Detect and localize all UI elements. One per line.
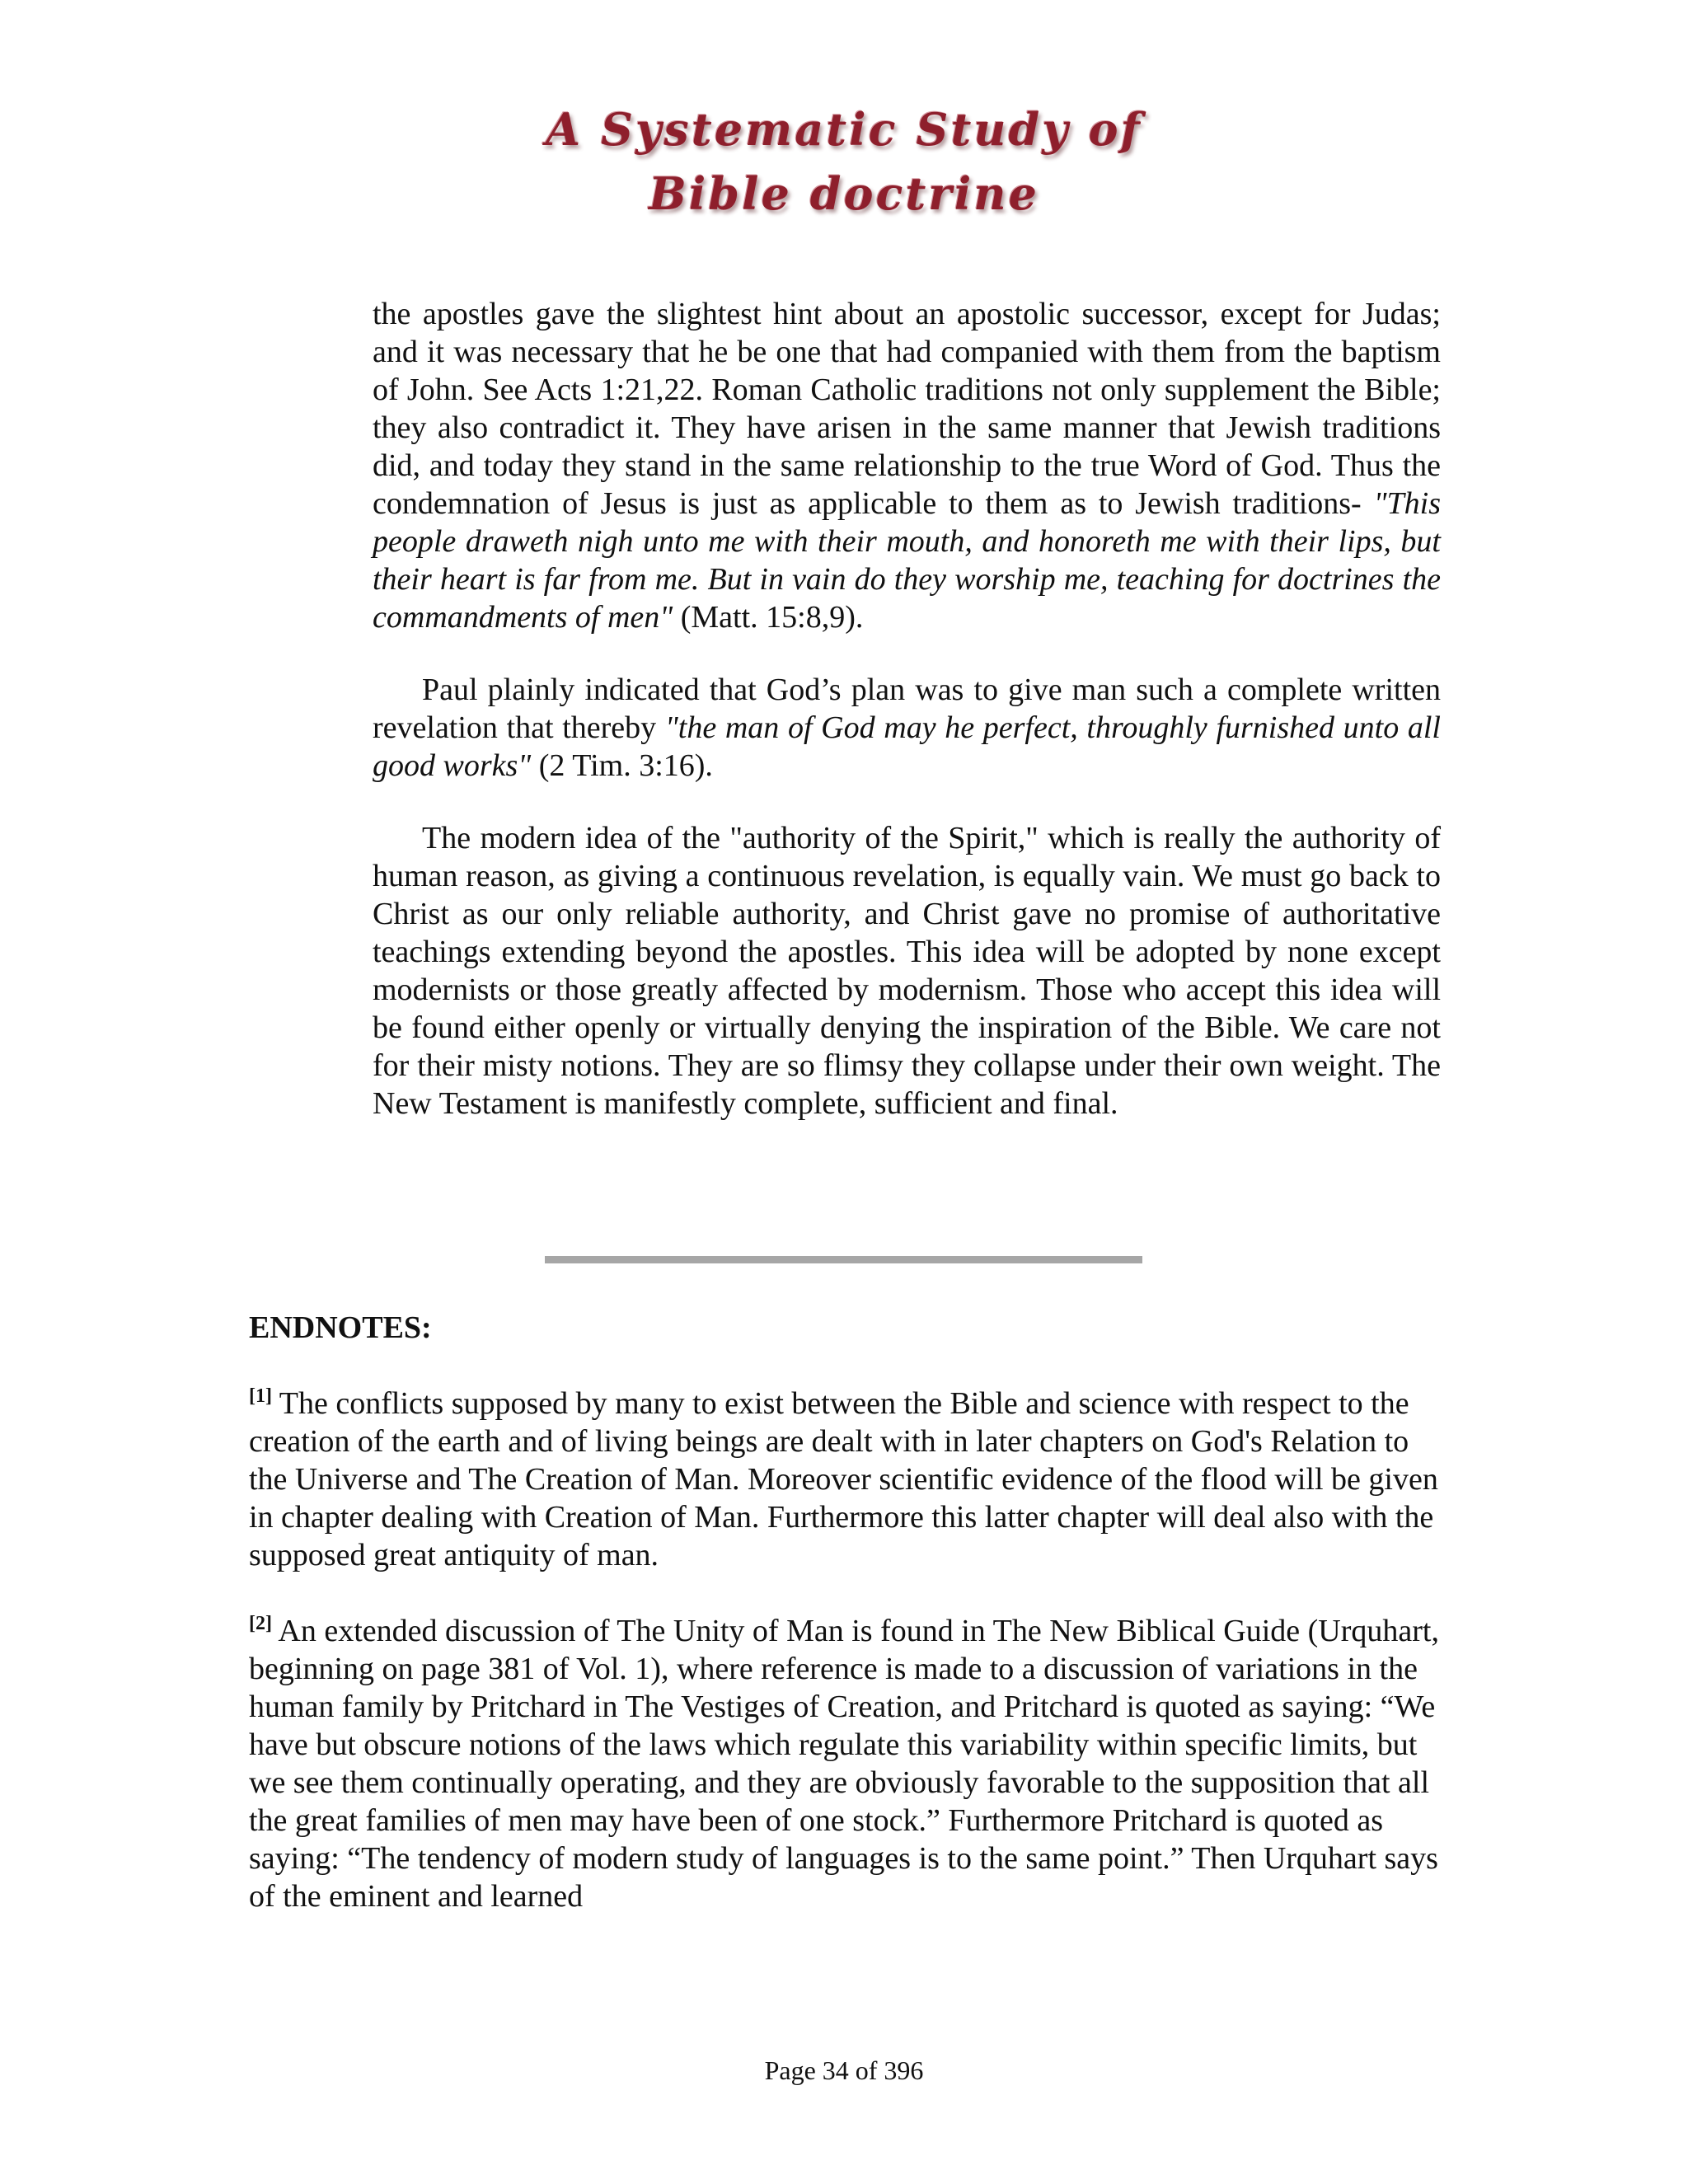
- matthew-quote: "This people draweth nigh unto me with their mouth, and honoreth me with their lips, but their heart is far from me. But in vain do they worship me, teaching for doctrines the commandments of men": [373, 486, 1441, 635]
- book-title-line-1: A Systematic Study of: [546, 103, 1142, 156]
- paragraph-tradition: [373, 295, 1441, 636]
- endnote-1-marker[interactable]: [1]: [249, 1385, 272, 1407]
- endnote-2: [249, 1612, 1449, 1915]
- paragraph-authority-spirit: The modern idea of the "authority of the Spirit," which is really the authority of human reason, as giving a continuous revelation, is equally vain. We must go back to Christ as our only reliable authority, and Christ gave no promise of authoritative teachings extending beyond the apostles. This idea will be adopted by none except modernists or those greatly affected by modernism. Those who accept this idea will be found either openly or virtually denying the inspiration of the Bible. We care not for their misty notions. They are so flimsy they collapse under their own weight. The New Testament is manifestly complete, sufficient and final.: [373, 821, 1441, 1121]
- timothy-reference: (2 Tim. 3:16).: [531, 748, 713, 783]
- endnote-2-marker[interactable]: [2]: [249, 1613, 272, 1634]
- section-divider: [545, 1256, 1142, 1263]
- endnotes-section: [249, 1309, 1449, 1953]
- page-number: Page 34 of 396: [764, 2055, 924, 2085]
- matthew-reference: (Matt. 15:8,9).: [673, 600, 864, 635]
- endnote-1: [249, 1385, 1449, 1574]
- endnote-2-text: An extended discussion of The Unity of Man is found in The New Biblical Guide (Urquhart, beginning on page 381 of Vol. 1), where reference is made to a discussion of variations in the human family by Pritchard in The Vestiges of Creation, and Pritchard is quoted as saying: “We have but obscure notions of the laws which regulate this variability within specific limits, but we see them continually operating, and they are obviously favorable to the supposition that all the great families of men may have been of one stock.” Furthermore Pritchard is quoted as saying: “The tendency of modern study of languages is to the same point.” Then Urquhart says of the eminent and learned: [249, 1614, 1439, 1914]
- paragraph-revelation: [373, 671, 1441, 785]
- endnote-1-text: The conflicts supposed by many to exist between the Bible and science with respect to the creation of the earth and of living beings are dealt with in later chapters on God's Relation to the Universe and The Creation of Man. Moreover scientific evidence of the flood will be given in chapter dealing with Creation of Man. Furthermore this latter chapter will deal also with the supposed great antiquity of man.: [249, 1386, 1438, 1572]
- endnotes-heading: ENDNOTES:: [249, 1310, 432, 1345]
- book-title-banner: [0, 97, 1688, 226]
- book-title-line-2: Bible doctrine: [649, 167, 1039, 220]
- paragraph-tradition-text: the apostles gave the slightest hint about an apostolic successor, except for Judas; and it was necessary that he be one that had companied with them from the baptism of John. See Acts 1:21,22. Roman Catholic traditions not only supplement the Bible; they also contradict it. They have arisen in the same manner that Jewish traditions did, and today they stand in the same relationship to the true Word of God. Thus the condemnation of Jesus is just as applicable to them as to Jewish traditions-: [373, 297, 1441, 521]
- main-text: [373, 295, 1441, 1157]
- paragraph-revelation-text: Paul plainly indicated that God’s plan was to give man such a complete written revelation that thereby: [373, 673, 1441, 745]
- timothy-quote: "the man of God may he perfect, throughly furnished unto all good works": [373, 710, 1441, 783]
